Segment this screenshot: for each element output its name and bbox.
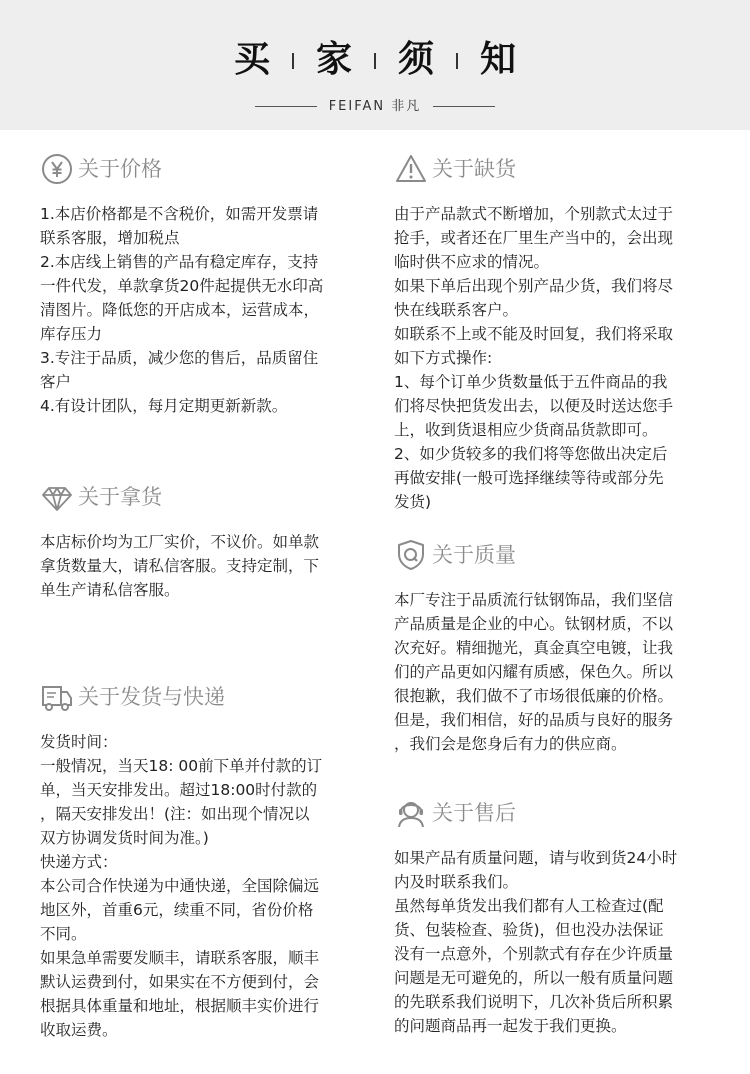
diamond-icon [40, 480, 74, 514]
text-line: 但是，我们相信，好的品质与良好的服务 [394, 711, 674, 729]
title-divider [456, 53, 458, 69]
text-line: ，我们会是您身后有力的供应商。 [394, 735, 627, 753]
title-char: 知 [480, 39, 517, 80]
warning-icon [394, 152, 428, 186]
brand-cn: 非凡 [391, 99, 422, 114]
section-body [394, 588, 724, 756]
text-line: 由于产品款式不断增加，个别款式太过于 [394, 205, 674, 223]
section-title: 关于质量 [432, 543, 516, 567]
text-line: 4.有设计团队，每月定期更新新款。 [40, 397, 288, 415]
brand-line [0, 97, 750, 117]
section-title: 关于缺货 [432, 157, 516, 181]
brand-en: FEIFAN [328, 99, 386, 114]
text-line: 一般情况，当天18: 00前下单并付款的订 [40, 757, 323, 775]
text-line: 1、每个订单少货数量低于五件商品的我 [394, 373, 668, 391]
section-stockout [394, 152, 724, 514]
text-line: 发货) [394, 493, 432, 511]
delivery-truck-icon [40, 680, 74, 714]
quality-shield-icon [394, 538, 428, 572]
section-title: 关于发货与快递 [78, 685, 225, 709]
section-title: 关于价格 [78, 157, 162, 181]
section-header [40, 680, 370, 720]
section-body [40, 530, 370, 602]
text-line: 2、如少货较多的我们将等您做出决定后 [394, 445, 668, 463]
text-line: 快递方式： [40, 853, 118, 871]
text-line: 的先联系我们说明下，几次补货后所积累 [394, 993, 674, 1011]
header-banner [0, 0, 750, 130]
section-quality [394, 538, 724, 756]
text-line: 单，当天安排发出。超过18:00时付款的 [40, 781, 318, 799]
section-header [40, 152, 370, 192]
text-line: 问题是无可避免的，所以一般有质量问题 [394, 969, 674, 987]
text-line: 拿货数量大，请私信客服。支持定制，下 [40, 557, 320, 575]
section-price [40, 152, 370, 418]
text-line: 本厂专注于品质流行钛钢饰品，我们坚信 [394, 591, 674, 609]
section-body [40, 202, 370, 418]
section-body [40, 730, 370, 1042]
text-line: 没有一点意外，个别款式有存在少许质量 [394, 945, 674, 963]
text-line: 内及时联系我们。 [394, 873, 519, 891]
text-line: 再做安排(一般可选择继续等待或部分先 [394, 469, 664, 487]
text-line: 快在线联系客户。 [394, 301, 519, 319]
text-line: 3.专注于品质，减少您的售后，品质留住 [40, 349, 319, 367]
text-line: 临时供不应求的情况。 [394, 253, 550, 271]
brand-rule-right [433, 106, 495, 107]
text-line: 不同。 [40, 925, 87, 943]
section-body [394, 202, 724, 514]
text-line: 收取运费。 [40, 1021, 118, 1039]
text-line: 1.本店价格都是不含税价，如需开发票请 [40, 205, 319, 223]
text-line: 联系客服，增加税点 [40, 229, 180, 247]
text-line: 本店标价均为工厂实价，不议价。如单款 [40, 533, 320, 551]
brand-rule-left [255, 106, 317, 107]
text-line: 库存压力 [40, 325, 103, 343]
text-line: 根据具体重量和地址，根据顺丰实价进行 [40, 997, 320, 1015]
text-line: 客户 [40, 373, 72, 391]
section-wholesale [40, 480, 370, 602]
text-line: 地区外，首重6元，续重不同，省份价格 [40, 901, 314, 919]
text-line: 货、包装检查、验货)，但也没办法保证 [394, 921, 664, 939]
text-line: 很抱歉，我们做不了市场很低廉的价格。 [394, 687, 674, 705]
section-title: 关于售后 [432, 801, 516, 825]
text-line: 清图片。降低您的开店成本，运营成本， [40, 301, 320, 319]
text-line: 发货时间： [40, 733, 118, 751]
section-header [394, 152, 724, 192]
text-line: 次充好。精细抛光，真金真空电镀，让我 [394, 639, 674, 657]
text-line: 单生产请私信客服。 [40, 581, 180, 599]
page-title [0, 36, 750, 84]
yen-icon [40, 152, 74, 186]
text-line: 们将尽快把货发出去，以便及时送达您手 [394, 397, 674, 415]
section-title: 关于拿货 [78, 485, 162, 509]
text-line: 如果急单需要发顺丰，请联系客服，顺丰 [40, 949, 320, 967]
text-line: 如下方式操作: [394, 349, 493, 367]
text-line: 如果下单后出现个别产品少货，我们将尽 [394, 277, 674, 295]
title-divider [374, 53, 376, 69]
title-char: 买 [233, 39, 270, 80]
section-header [394, 796, 724, 836]
section-shipping [40, 680, 370, 1042]
text-line: ，隔天安排发出！(注：如出现个情况以 [40, 805, 310, 823]
title-char: 家 [315, 39, 352, 80]
section-header [394, 538, 724, 578]
section-body [394, 846, 724, 1038]
section-aftersale [394, 796, 724, 1038]
text-line: 双方协调发货时间为准。) [40, 829, 209, 847]
text-line: 抢手，或者还在厂里生产当中的，会出现 [394, 229, 674, 247]
section-header [40, 480, 370, 520]
text-line: 默认运费到付，如果实在不方便到付，会 [40, 973, 320, 991]
title-char: 须 [398, 39, 435, 80]
customer-service-icon [394, 796, 428, 830]
text-line: 上，收到货退相应少货商品货款即可。 [394, 421, 658, 439]
text-line: 如联系不上或不能及时回复，我们将采取 [394, 325, 674, 343]
text-line: 们的产品更如闪耀有质感，保色久。所以 [394, 663, 674, 681]
text-line: 如果产品有质量问题，请与收到货24小时 [394, 849, 678, 867]
text-line: 2.本店线上销售的产品有稳定库存，支持 [40, 253, 319, 271]
text-line: 虽然每单货发出我们都有人工检查过(配 [394, 897, 664, 915]
title-divider [292, 53, 294, 69]
text-line: 产品质量是企业的中心。钛钢材质，不以 [394, 615, 674, 633]
text-line: 本公司合作快递为中通快递，全国除偏远 [40, 877, 320, 895]
text-line: 一件代发，单款拿货20件起提供无水印高 [40, 277, 324, 295]
text-line: 的问题商品再一起发于我们更换。 [394, 1017, 627, 1035]
